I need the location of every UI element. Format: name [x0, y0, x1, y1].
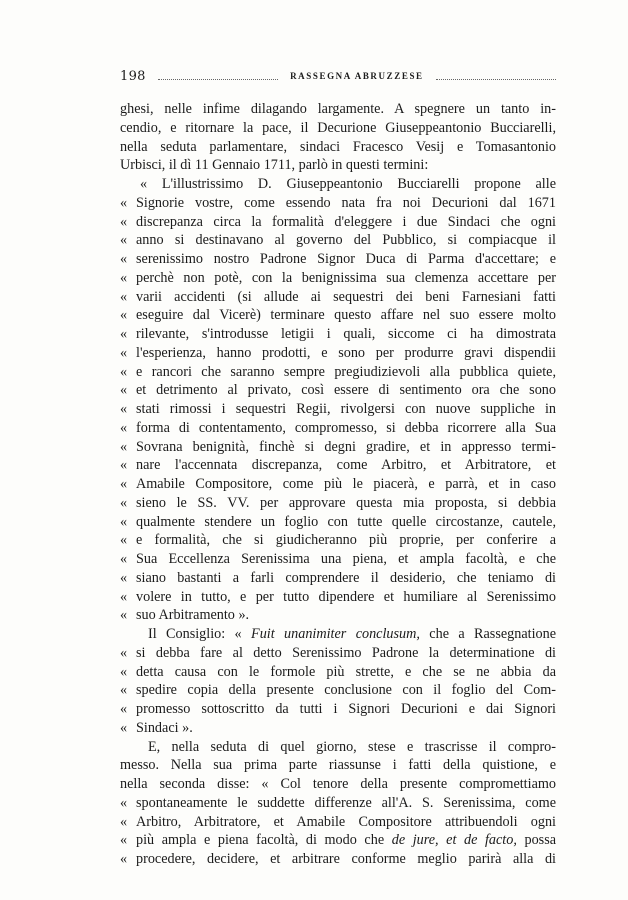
- text-span: e formalità, che si giudicheranno più proprie, per conferire a: [136, 532, 556, 549]
- text-span: eseguire dal Vicerè) terminare questo affare nel suo essere molto: [136, 307, 556, 324]
- text-line: « L'illustrissimo D. Giuseppeantonio Bucciarelli propone alle: [140, 176, 556, 192]
- quote-mark: «: [120, 663, 128, 680]
- text-span: e rancori che saranno sempre pregiudizievoli alla pubblica quiete,: [136, 363, 556, 380]
- text-line: [120, 438, 556, 457]
- text-span: qualmente stendere un foglio con tutte quelle circostanze, cautele,: [136, 513, 556, 530]
- text-span: varii accidenti (si allude ai sequestri dei beni Farnesiani fatti: [136, 288, 556, 305]
- quote-mark: «: [120, 476, 128, 492]
- italic-text: Fuit unanimiter conclusum,: [251, 626, 420, 642]
- text-span: più ampla e piena facoltà, di modo che: [136, 832, 392, 849]
- text-line: [120, 231, 556, 250]
- quote-mark: «: [120, 851, 128, 867]
- text-line: [120, 344, 556, 363]
- text-line: [120, 663, 556, 682]
- page-number: 198: [120, 68, 146, 84]
- text-span: Il Consiglio: «: [148, 626, 252, 642]
- quote-mark: «: [120, 251, 128, 267]
- text-line: [120, 494, 556, 513]
- text-line: [120, 363, 556, 382]
- quote-mark: «: [120, 269, 128, 286]
- text-line: E, nella seduta di quel giorno, stese e trascrisse il compro-: [148, 738, 556, 755]
- text-line: [120, 813, 556, 832]
- text-span: serenissimo nostro Padrone Signor Duca di Parma d'accettare; e: [136, 251, 556, 267]
- text-line: [120, 288, 556, 307]
- text-span: forma di contentamento, compromesso, si debba ricorrere alla Sua: [136, 419, 556, 436]
- text-line: [120, 644, 556, 663]
- text-line: [120, 681, 556, 700]
- text-span: rilevante, s'introdusse letigii i quali, siccome ci ha dimostrata: [136, 326, 556, 342]
- text-span: nare l'accennata discrepanza, come Arbitro, et Arbitratore, et: [136, 457, 556, 474]
- quote-mark: «: [120, 607, 128, 624]
- text-line: nella seduta parlamentare, sindaci Fracesco Vesij e Tomasantonio: [120, 138, 556, 155]
- text-span: volere in tutto, e per tutto dipendere et humiliare al Serenissimo: [136, 588, 556, 605]
- quote-mark: «: [120, 438, 128, 455]
- running-title: RASSEGNA ABRUZZESE: [290, 71, 424, 81]
- text-span: l'esperienza, hanno prodotti, e sono per produrre gravi dispendii: [136, 344, 556, 361]
- italic-text: de jure, et de facto,: [391, 832, 517, 849]
- quote-mark: «: [120, 363, 128, 380]
- text-line: [120, 400, 556, 419]
- text-span: Amabile Compositore, come più le piacerà, e parrà, et in caso: [136, 476, 556, 492]
- quote-mark: «: [120, 719, 128, 736]
- text-line: [120, 606, 556, 625]
- text-line: messo. Nella sua prima parte riassunse i fatti della quistione, e: [120, 757, 556, 774]
- text-span: Sindaci ».: [136, 719, 193, 736]
- text-span: Sovrana benignità, finchè si degni gradire, et in appresso termi-: [136, 438, 556, 455]
- text-line: [120, 306, 556, 325]
- text-line: cendio, e ritornare la pace, il Decurione Giuseppeantonio Bucciarelli,: [120, 119, 556, 136]
- text-span: anno si destinavano al governo del Pubblico, si compiacque il: [136, 232, 556, 249]
- text-line: [120, 250, 556, 269]
- text-line: [120, 213, 556, 232]
- text-line: [120, 531, 556, 550]
- text-span: spontaneamente le suddette differenze all'A. S. Serenissima, come: [136, 794, 556, 811]
- quote-mark: «: [120, 457, 128, 474]
- text-span: detta causa con le formole più strette, e che se ne abbia da: [136, 663, 556, 680]
- text-span: si debba fare al detto Serenissimo Padrone la determinatione di: [136, 644, 556, 661]
- quote-mark: «: [120, 326, 128, 342]
- text-span: Sua Eccellenza Serenissima una piena, et ampla facoltà, e che: [136, 551, 556, 567]
- text-line: [120, 381, 556, 400]
- text-line: [120, 850, 556, 869]
- text-span: stati rimossi i sequestri Regii, rivolgersi con nuove suppliche in: [136, 401, 556, 417]
- quote-mark: «: [120, 832, 128, 849]
- quote-mark: «: [120, 551, 128, 567]
- quote-mark: «: [120, 588, 128, 605]
- text-span: siano bastanti a farli comprendere il desiderio, che teniamo di: [136, 569, 556, 586]
- quote-mark: «: [120, 288, 128, 305]
- text-line: [120, 194, 556, 213]
- text-span: promesso sottoscritto da tutti i Signori Decurioni e dai Signori: [136, 701, 556, 717]
- quote-mark: «: [120, 213, 128, 230]
- text-span: et detrimento al privato, così essere di sentimento ora che sono: [136, 382, 556, 399]
- text-line: [120, 794, 556, 813]
- header-dotted-rule-left: [158, 72, 278, 80]
- text-span: sieno le SS. VV. per approvare questa mia proposta, si debbia: [136, 494, 556, 511]
- quote-mark: «: [120, 794, 128, 811]
- text-line: [120, 588, 556, 607]
- text-line: [120, 569, 556, 588]
- text-line: [120, 719, 556, 738]
- quote-mark: «: [120, 813, 128, 830]
- quote-mark: «: [120, 232, 128, 249]
- quote-mark: «: [120, 644, 128, 661]
- text-line: [120, 513, 556, 532]
- quote-mark: «: [120, 513, 128, 530]
- running-header: [120, 64, 556, 88]
- quote-mark: «: [120, 401, 128, 417]
- text-span: possa: [516, 832, 556, 849]
- text-line: [120, 550, 556, 569]
- text-span: suo Arbitramento ».: [136, 607, 250, 624]
- quote-mark: «: [120, 307, 128, 324]
- quote-mark: «: [120, 682, 128, 699]
- quote-mark: «: [120, 532, 128, 549]
- text-span: discrepanza circa la formalità d'eleggere i due Sindaci che ogni: [136, 213, 556, 230]
- quote-mark: «: [120, 419, 128, 436]
- body-text: [120, 100, 556, 869]
- quote-mark: «: [120, 701, 128, 717]
- header-dotted-rule-right: [436, 72, 556, 80]
- text-span: che a Rassegnatione: [419, 626, 556, 642]
- text-line: nella seconda disse: « Col tenore della presente compromettiamo: [120, 776, 556, 792]
- text-line: [120, 700, 556, 719]
- text-line: [120, 325, 556, 344]
- text-span: procedere, decidere, et arbitrare conforme meglio parirà alla di: [136, 851, 556, 867]
- text-line: [120, 831, 556, 850]
- quote-mark: «: [120, 194, 128, 211]
- text-span: Signorie vostre, come essendo nata fra noi Decurioni dal 1671: [136, 194, 556, 211]
- quote-mark: «: [120, 494, 128, 511]
- text-line: [120, 419, 556, 438]
- text-span: perchè non potè, con la benignissima sua clemenza accettare per: [136, 269, 556, 286]
- quote-mark: «: [120, 569, 128, 586]
- text-span: Arbitro, Arbitratore, et Amabile Compositore attribuendoli ogni: [136, 813, 556, 830]
- quote-mark: «: [120, 344, 128, 361]
- text-line: Urbisci, il dì 11 Gennaio 1711, parlò in questi termini:: [120, 157, 429, 174]
- text-line: [120, 456, 556, 475]
- text-span: spedire copia della presente conclusione con il foglio del Com-: [136, 682, 556, 699]
- text-line: [120, 269, 556, 288]
- text-line: ghesi, nelle infime dilagando largamente. A spegnere un tanto in-: [120, 101, 556, 117]
- text-line: [120, 475, 556, 494]
- text-line: [120, 625, 556, 644]
- quote-mark: «: [120, 382, 128, 399]
